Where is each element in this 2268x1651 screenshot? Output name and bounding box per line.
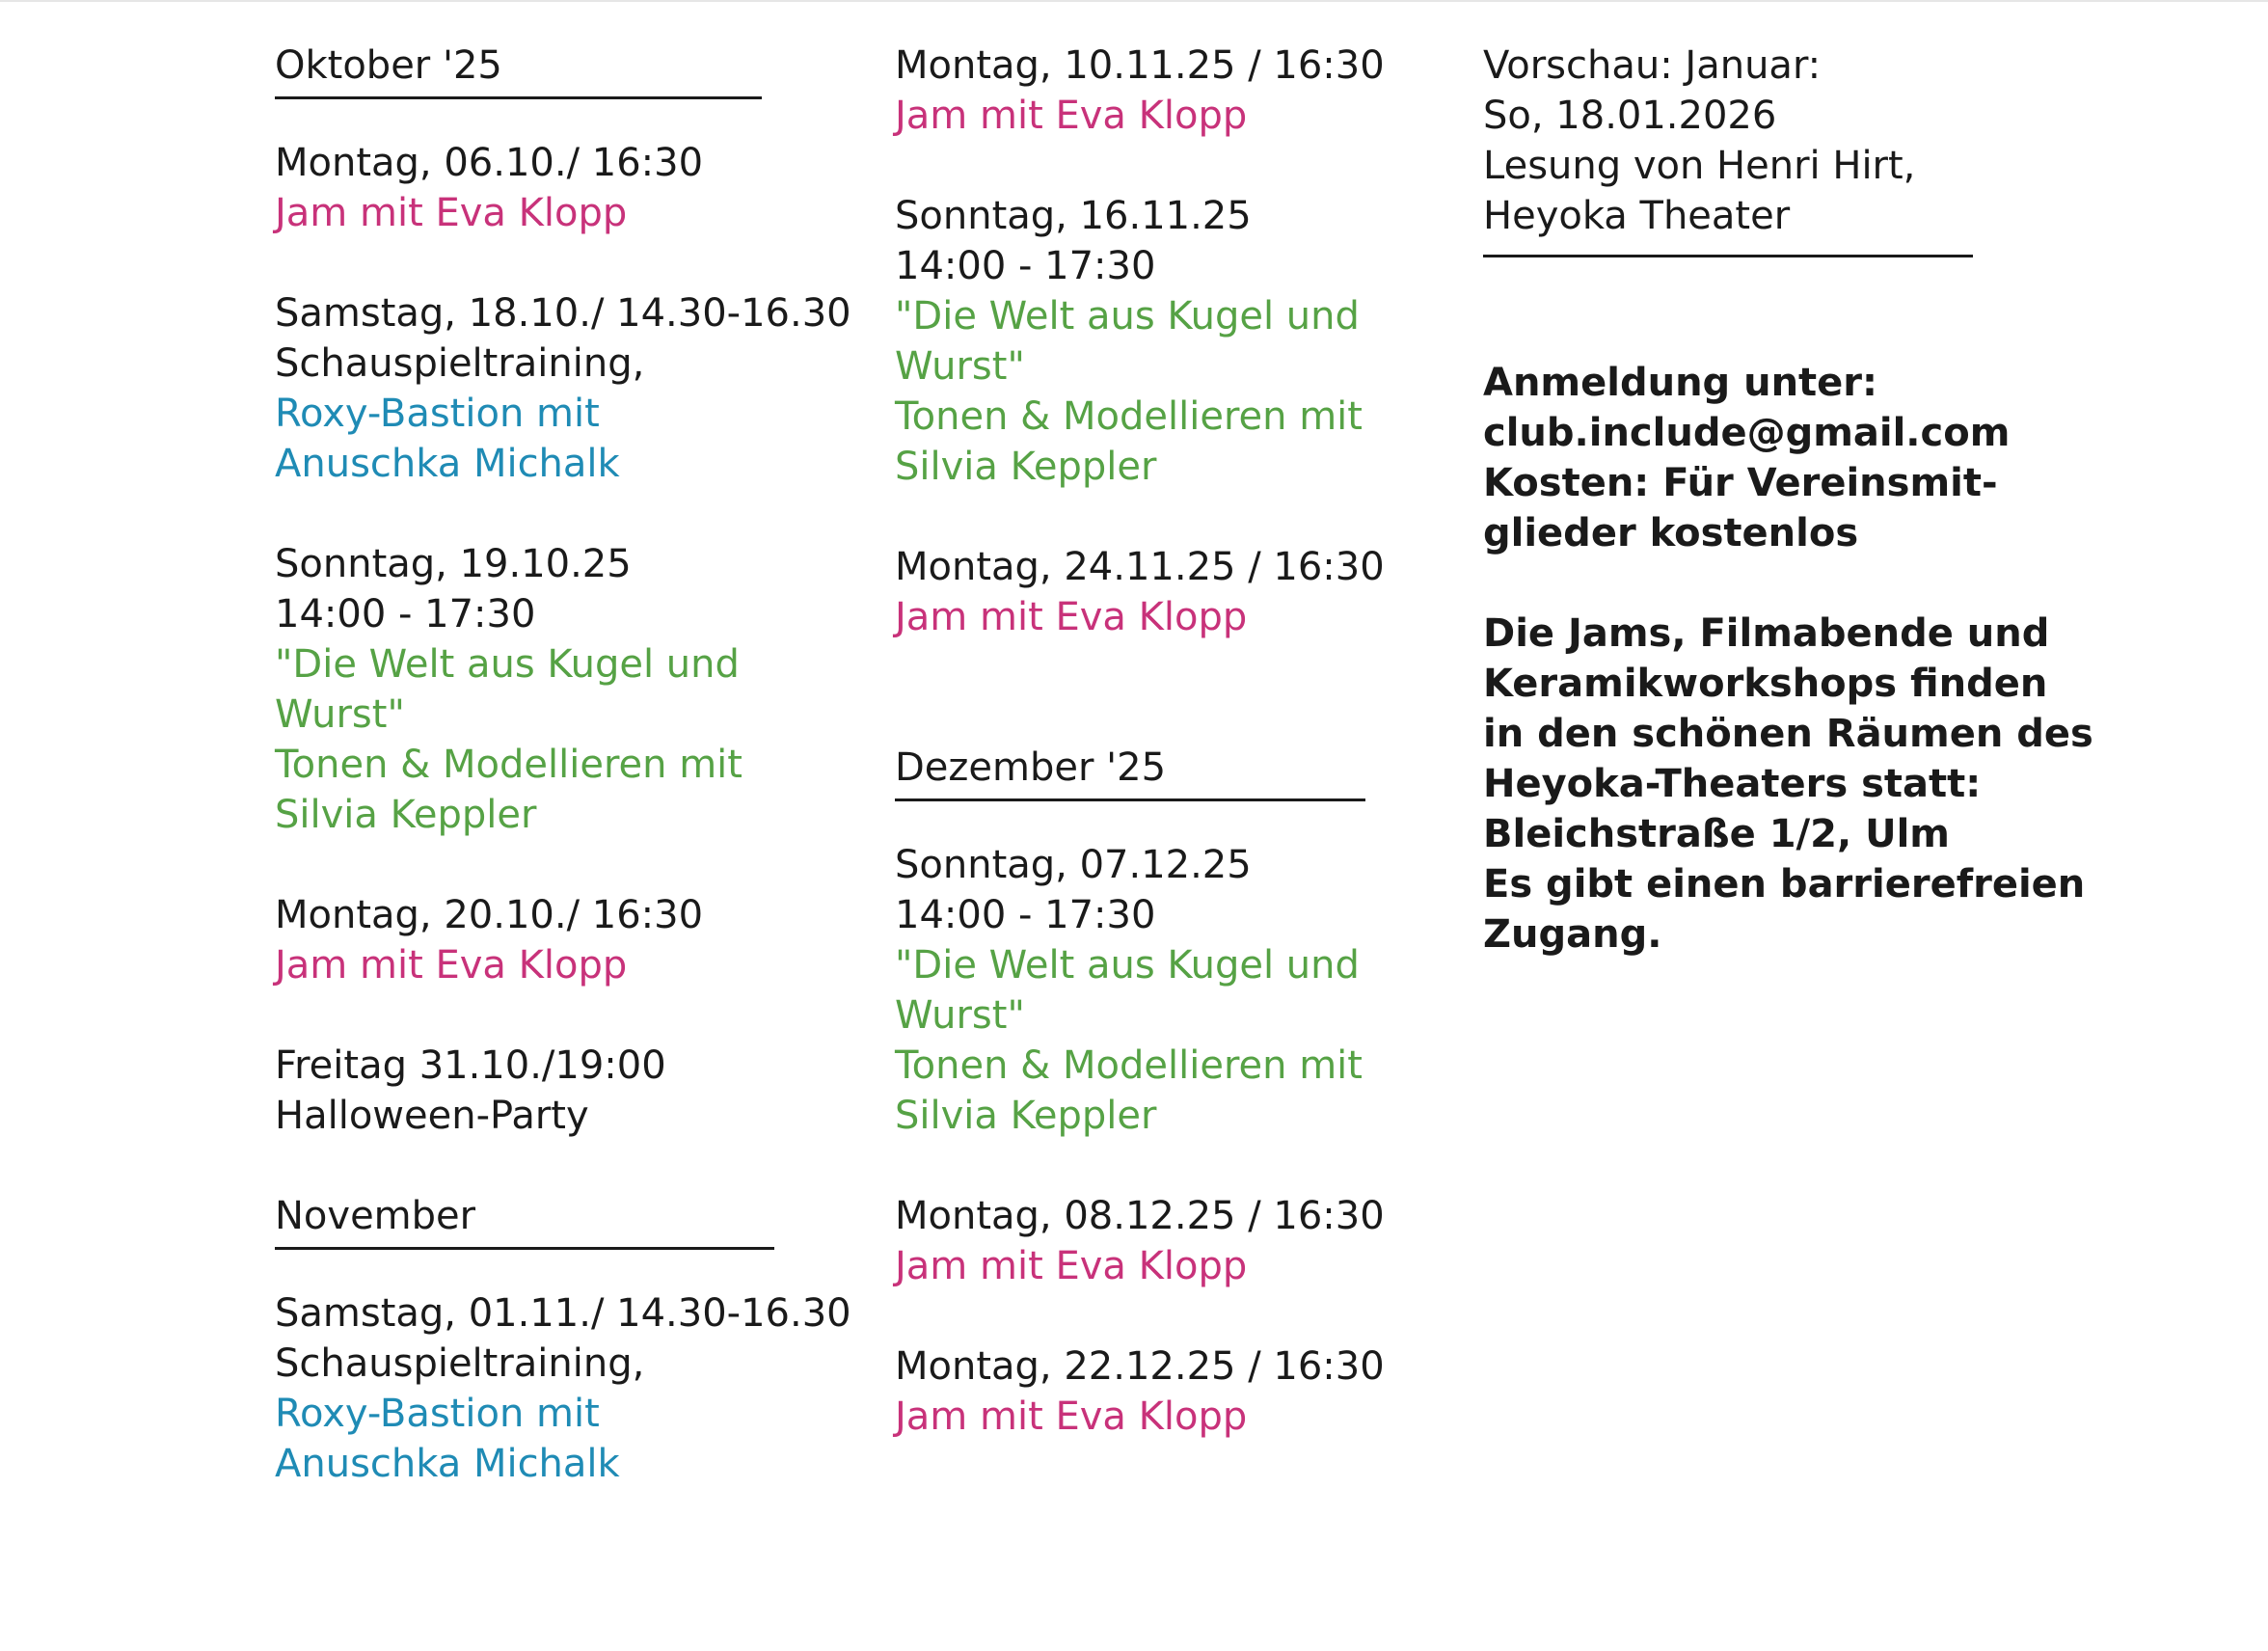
- event-title: "Die Welt aus Kugel und: [275, 642, 740, 687]
- event-time: 14:00 - 17:30: [275, 592, 536, 636]
- event-date: Montag, 06.10./ 16:30: [275, 141, 704, 185]
- preview-block: [1483, 41, 1973, 257]
- event-title-cont: Wurst": [895, 993, 1025, 1038]
- event-title-cont: Wurst": [895, 344, 1025, 389]
- venue-line: Heyoka-Theaters statt:: [1483, 762, 1982, 806]
- event-date: Sonntag, 16.11.25: [895, 194, 1252, 238]
- event-jam-1011: [895, 41, 1396, 141]
- event-date: Freitag 31.10./19:00: [275, 1043, 666, 1088]
- venue-line: Keramikworkshops finden: [1483, 662, 2048, 706]
- event-date: Montag, 22.12.25 / 16:30: [895, 1344, 1385, 1389]
- preview-date: So, 18.01.2026: [1483, 94, 1777, 138]
- event-schauspiel-1810: [275, 288, 851, 489]
- venue-address: Bleichstraße 1/2, Ulm: [1483, 812, 1950, 856]
- event-title: Jam mit Eva Klopp: [275, 191, 628, 235]
- event-title-cont: Wurst": [275, 692, 405, 737]
- event-title: "Die Welt aus Kugel und: [895, 943, 1360, 988]
- column-october-november: [275, 41, 851, 1489]
- event-title: Jam mit Eva Klopp: [275, 943, 628, 988]
- column-november-december: [895, 41, 1396, 1442]
- event-ceramics-1910: [275, 539, 815, 840]
- event-subtitle: Tonen & Modellieren mit: [275, 743, 742, 787]
- preview-venue: Heyoka Theater: [1483, 194, 1791, 238]
- event-time: 14:00 - 17:30: [895, 244, 1156, 288]
- venue-block: [1483, 609, 2093, 960]
- event-date: Sonntag, 07.12.25: [895, 843, 1252, 887]
- month-heading-december: Dezember '25: [895, 743, 1365, 801]
- event-location: Roxy-Bastion mit: [275, 1392, 600, 1436]
- event-date: Montag, 24.11.25 / 16:30: [895, 545, 1385, 589]
- event-host: Anuschka Michalk: [275, 1442, 620, 1486]
- accessibility-note-cont: Zugang.: [1483, 912, 1662, 957]
- event-jam-2411: [895, 542, 1396, 642]
- event-host: Anuschka Michalk: [275, 442, 620, 486]
- event-schauspiel-0111: [275, 1288, 851, 1489]
- event-title: Jam mit Eva Klopp: [895, 1244, 1248, 1288]
- event-date: Samstag, 01.11./ 14.30-16.30: [275, 1291, 851, 1336]
- month-heading-november: November: [275, 1191, 774, 1250]
- event-ceramics-1611: [895, 191, 1396, 492]
- event-date: Samstag, 18.10./ 14.30-16.30: [275, 291, 851, 336]
- event-title: Jam mit Eva Klopp: [895, 1394, 1248, 1439]
- event-jam-0610: [275, 138, 815, 238]
- event-ceramics-0712: [895, 840, 1396, 1141]
- cost-info: Kosten: Für Vereinsmit-: [1483, 461, 1998, 505]
- preview-title: Lesung von Henri Hirt,: [1483, 144, 1916, 188]
- event-halloween-3110: [275, 1041, 815, 1141]
- registration-email: club.include@gmail.com: [1483, 411, 2011, 455]
- event-jam-2010: [275, 890, 815, 990]
- event-title: Halloween-Party: [275, 1094, 589, 1138]
- top-divider: [0, 0, 2268, 2]
- cost-info-cont: glieder kostenlos: [1483, 511, 1859, 555]
- registration-label: Anmeldung unter:: [1483, 361, 1878, 405]
- event-date: Montag, 10.11.25 / 16:30: [895, 43, 1385, 88]
- venue-line: in den schönen Räumen des: [1483, 712, 2093, 756]
- event-host: Silvia Keppler: [275, 793, 537, 837]
- event-location: Roxy-Bastion mit: [275, 392, 600, 436]
- event-jam-0812: [895, 1191, 1396, 1291]
- venue-line: Die Jams, Filmabende und: [1483, 611, 2050, 656]
- event-subtitle: Tonen & Modellieren mit: [895, 1043, 1363, 1088]
- event-host: Silvia Keppler: [895, 1094, 1157, 1138]
- preview-heading: Vorschau: Januar:: [1483, 43, 1822, 88]
- event-title: Jam mit Eva Klopp: [895, 94, 1248, 138]
- event-title: "Die Welt aus Kugel und: [895, 294, 1360, 338]
- event-date: Sonntag, 19.10.25: [275, 542, 632, 586]
- event-date: Montag, 20.10./ 16:30: [275, 893, 704, 937]
- event-subtitle: Tonen & Modellieren mit: [895, 394, 1363, 439]
- accessibility-note: Es gibt einen barrierefreien: [1483, 862, 2086, 907]
- event-title: Schauspieltraining,: [275, 1341, 645, 1386]
- event-jam-2212: [895, 1341, 1396, 1442]
- event-title: Schauspieltraining,: [275, 341, 645, 386]
- column-info: [1483, 41, 2093, 960]
- event-date: Montag, 08.12.25 / 16:30: [895, 1194, 1385, 1238]
- month-heading-october: Oktober '25: [275, 41, 762, 99]
- event-host: Silvia Keppler: [895, 445, 1157, 489]
- registration-block: [1483, 358, 2062, 558]
- event-time: 14:00 - 17:30: [895, 893, 1156, 937]
- event-title: Jam mit Eva Klopp: [895, 595, 1248, 639]
